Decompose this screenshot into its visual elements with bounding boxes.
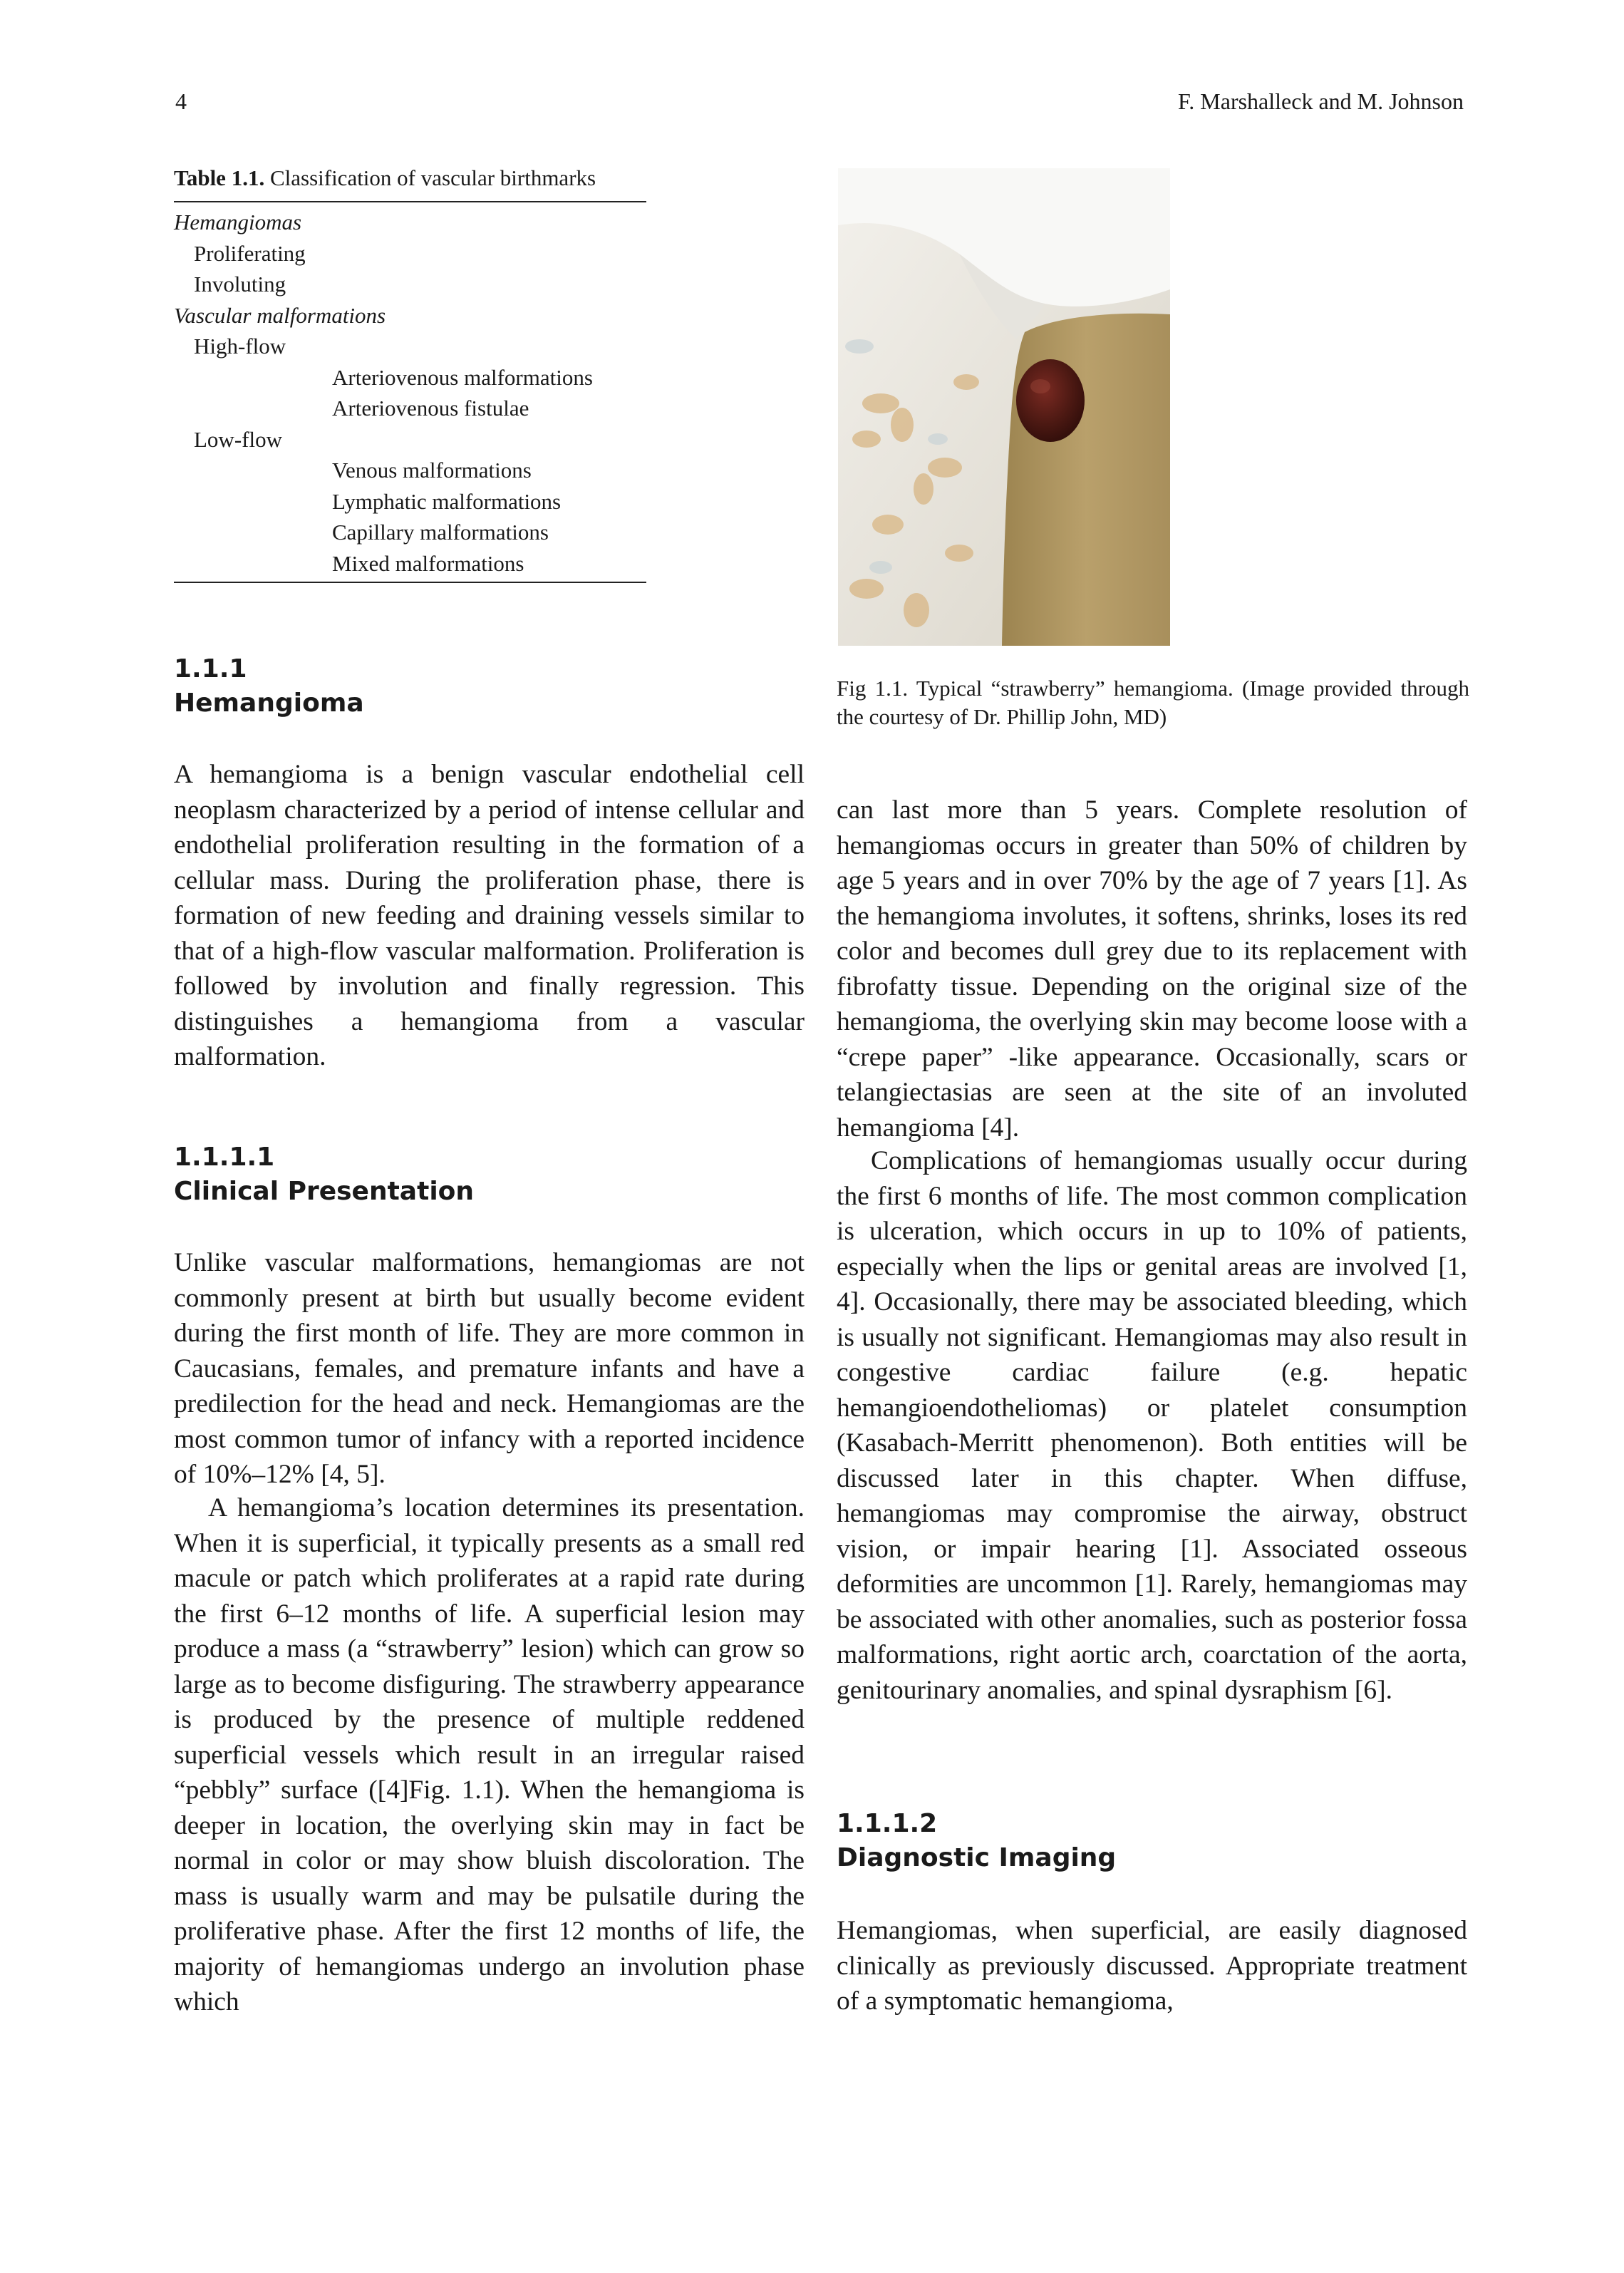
paragraph: can last more than 5 years. Complete resolution of hemangiomas occurs in greater than 50% of children by age 5 years and in over 70% by the age of 7 years [1]. As the hemangioma involutes, it softens, shrinks, loses its red color and becomes dull grey due to its replacement with fibrofatty tissue. Depending on the original size of the hemangioma, the overlying skin may become loose with a “crepe paper” -like appearance. Occasionally, scars or telangiectasias are seen at the site of an involuted hemangioma [4]. xyxy=(837,795,1467,1143)
section-heading-hemangioma xyxy=(174,652,364,721)
paragraph: Complications of hemangiomas usually occur during the first 6 months of life. The most common complication is ulceration, which occurs in up to 10% of patients, especially when the lips or genital areas are involved [1, 4]. Occasionally, there may be associated bleeding, which is usually not significant. Hemangiomas may also result in congestive cardiac failure (e.g. hepatic hemangioendotheliomas) or platelet consumption (Kasabach-Merritt phenomenon). Both entities will be discussed later in this chapter. When diffuse, hemangiomas may compromise the airway, obstruct vision, or impair hearing [1]. Associated osseous deformities are uncommon [1]. Rarely, hemangiomas may be associated with other anomalies, such as posterior fossa malformations, right aortic arch, coarctation of the aorta, genitourinary anomalies, and spinal dysraphism [6]. xyxy=(837,1146,1467,1705)
running-head: F. Marshalleck and M. Johnson xyxy=(1178,88,1464,114)
table-row: High-flow xyxy=(194,334,286,359)
table-row: Lymphatic malformations xyxy=(332,488,562,514)
paragraph: Unlike vascular malformations, hemangiomas are not commonly present at birth but usually become evident during the first month of life. They are more common in Caucasians, females, and premature infants and have a predilection for the head and neck. Hemangiomas are the most common tumor of infancy with a reported incidence of 10%–12% [4, 5]. xyxy=(174,1248,805,1489)
table-row: Involuting xyxy=(194,272,286,297)
table-row: Mixed malformations xyxy=(332,550,524,576)
classification-table xyxy=(174,207,646,579)
table-row: Hemangiomas xyxy=(174,210,302,234)
paragraph: Hemangiomas, when superficial, are easily diagnosed clinically as previously discussed. Appropriate treatment of a symptomatic hemangioma, xyxy=(837,1916,1467,2016)
table-row: Low-flow xyxy=(194,426,282,452)
table-title: Classification of vascular birthmarks xyxy=(269,165,596,190)
table-row: Arteriovenous malformations xyxy=(332,364,593,390)
paragraph: A hemangioma’s location determines its presentation. When it is superficial, it typically presents as a small red macule or patch which proliferates at a rapid rate during the first 6–12 months of life. A superficial lesion may produce a mass (a “strawberry” lesion) which can grow so large as to become disfiguring. The strawberry appearance is produced by the presence of multiple reddened superficial vessels which result in an irregular raised “pebbly” surface ([4]Fig. 1.1). When the hemangioma is deeper in location, the overlying skin may in fact be normal in color or may show bluish discoloration. The mass is usually warm and may be pulsatile during the proliferative phase. After the first 12 months of life, the majority of hemangiomas undergo an involution phase which xyxy=(174,1493,805,2016)
section-number: 1.1.1.1 xyxy=(174,1143,275,1172)
table-row: Arteriovenous fistulae xyxy=(332,396,529,421)
table-row: Proliferating xyxy=(194,240,306,266)
table-row: Venous malformations xyxy=(332,458,532,483)
table-caption xyxy=(174,165,646,191)
figure-label: Fig 1.1. xyxy=(837,676,909,701)
section-number: 1.1.1 xyxy=(174,654,247,684)
table-row: Vascular malformations xyxy=(174,302,386,328)
hemangioma-photo-illustration xyxy=(838,168,1170,646)
figure-caption xyxy=(837,674,1469,731)
section-title: Hemangioma xyxy=(174,689,364,718)
section-heading-diagnostic-imaging xyxy=(837,1807,1116,1875)
section-heading-clinical-presentation xyxy=(174,1140,474,1209)
table-label: Table 1.1. xyxy=(174,165,265,190)
table-top-rule xyxy=(174,201,646,202)
hemangioma-photo xyxy=(838,168,1170,646)
figure-caption-text: Typical “strawberry” hemangioma. (Image provided through the courtesy of Dr. Phillip John, MD) xyxy=(837,676,1469,729)
table-bottom-rule xyxy=(174,582,646,583)
table-row: Capillary malformations xyxy=(332,520,549,545)
paragraph: A hemangioma is a benign vascular endothelial cell neoplasm characterized by a period of intense cellular and endothelial proliferation resulting in the formation of a cellular mass. During the proliferation phase, there is formation of new feeding and draining vessels similar to that of a high-flow vascular malformation. Proliferation is followed by involution and finally regression. This distinguishes a hemangioma from a vascular malformation. xyxy=(174,760,805,1071)
page-number: 4 xyxy=(175,88,187,114)
section-title: Diagnostic Imaging xyxy=(837,1843,1117,1872)
section-number: 1.1.1.2 xyxy=(837,1809,938,1838)
section-title: Clinical Presentation xyxy=(174,1177,475,1206)
